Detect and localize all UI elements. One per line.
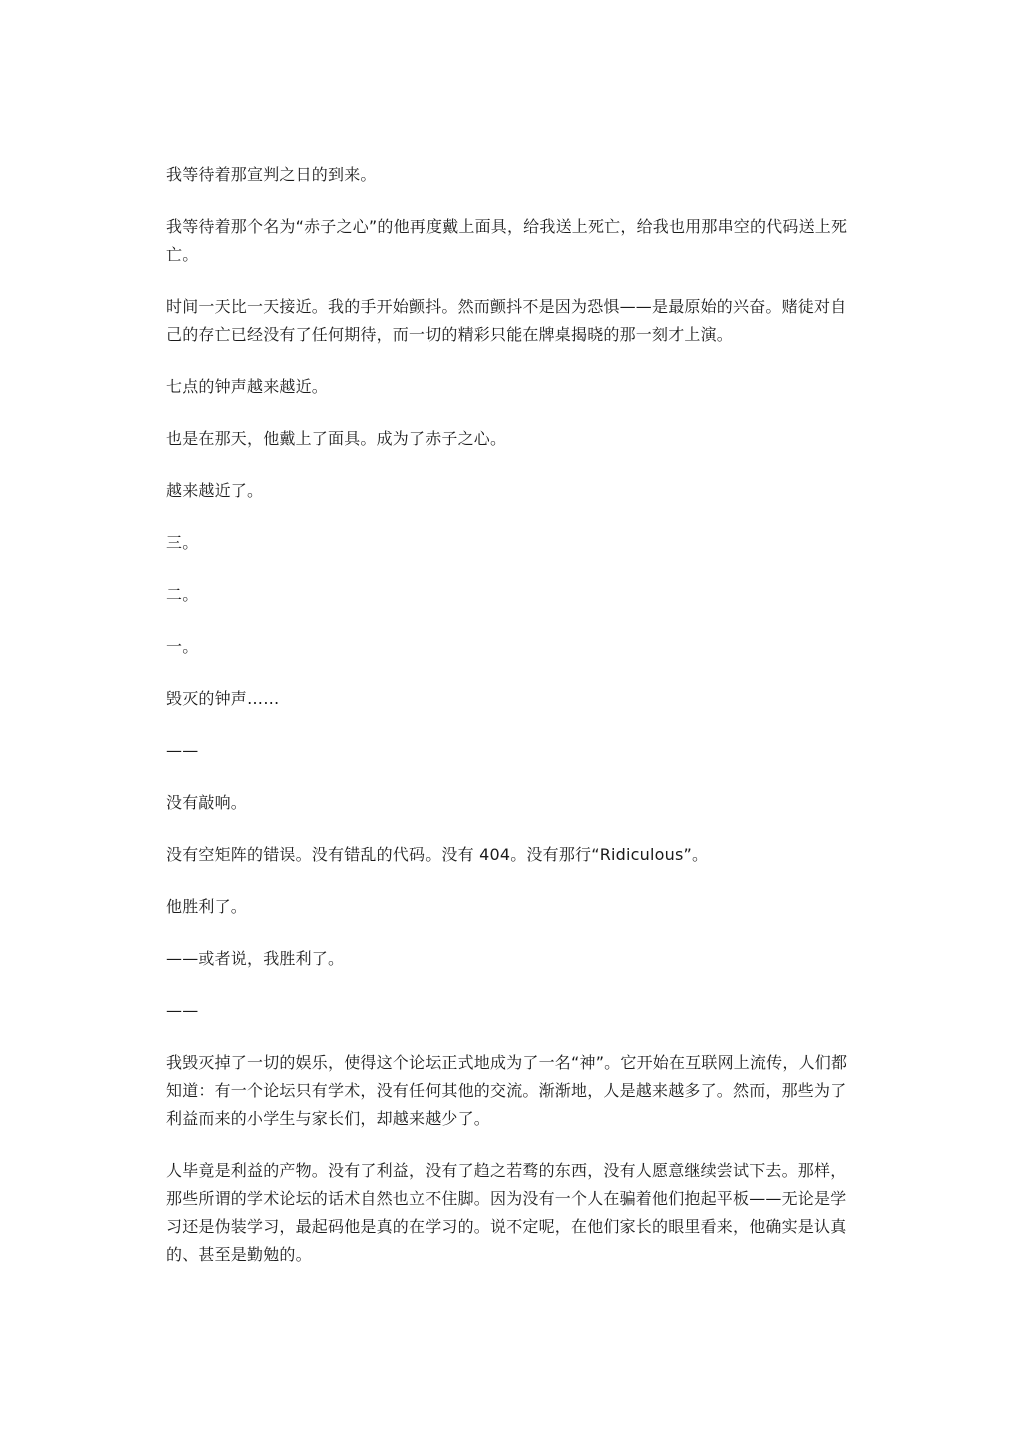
paragraph-7: 三。 bbox=[166, 533, 199, 552]
section-divider: —— bbox=[166, 741, 199, 760]
paragraph-10: 毁灭的钟声…… bbox=[166, 689, 280, 708]
section-divider: —— bbox=[166, 1001, 199, 1020]
paragraph-15: ——或者说，我胜利了。 bbox=[166, 949, 345, 968]
paragraph-12: 没有敲响。 bbox=[166, 793, 248, 812]
paragraph-6: 越来越近了。 bbox=[166, 481, 264, 500]
paragraph-13: 没有空矩阵的错误。没有错乱的代码。没有 404。没有那行“Ridiculous”。 bbox=[166, 845, 709, 864]
paragraph-14: 他胜利了。 bbox=[166, 897, 248, 916]
paragraph-5: 也是在那天，他戴上了面具。成为了赤子之心。 bbox=[166, 429, 507, 448]
document-body bbox=[166, 161, 860, 1293]
paragraph-4: 七点的钟声越来越近。 bbox=[166, 377, 329, 396]
paragraph-1: 我等待着那宣判之日的到来。 bbox=[166, 165, 377, 184]
paragraph-18: 人毕竟是利益的产物。没有了利益，没有了趋之若骛的东西，没有人愿意继续尝试下去。那样，那些所谓的学术论坛的话术自然也立不住脚。因为没有一个人在骗着他们抱起平板——无论是学习还是伪装学习，最起码他是真的在学习的。说不定呢，在他们家长的眼里看来，他确实是认真的、甚至是勤勉的。 bbox=[166, 1161, 847, 1264]
paragraph-2: 我等待着那个名为“赤子之心”的他再度戴上面具，给我送上死亡，给我也用那串空的代码送上死亡。 bbox=[166, 217, 848, 264]
paragraph-3: 时间一天比一天接近。我的手开始颤抖。然而颤抖不是因为恐惧——是最原始的兴奋。赌徒对自己的存亡已经没有了任何期待，而一切的精彩只能在牌桌揭晓的那一刻才上演。 bbox=[166, 297, 847, 344]
paragraph-8: 二。 bbox=[166, 585, 199, 604]
paragraph-17: 我毁灭掉了一切的娱乐，使得这个论坛正式地成为了一名“神”。它开始在互联网上流传，人们都知道：有一个论坛只有学术，没有任何其他的交流。渐渐地，人是越来越多了。然而，那些为了利益而来的小学生与家长们，却越来越少了。 bbox=[166, 1053, 848, 1128]
paragraph-9: 一。 bbox=[166, 637, 199, 656]
